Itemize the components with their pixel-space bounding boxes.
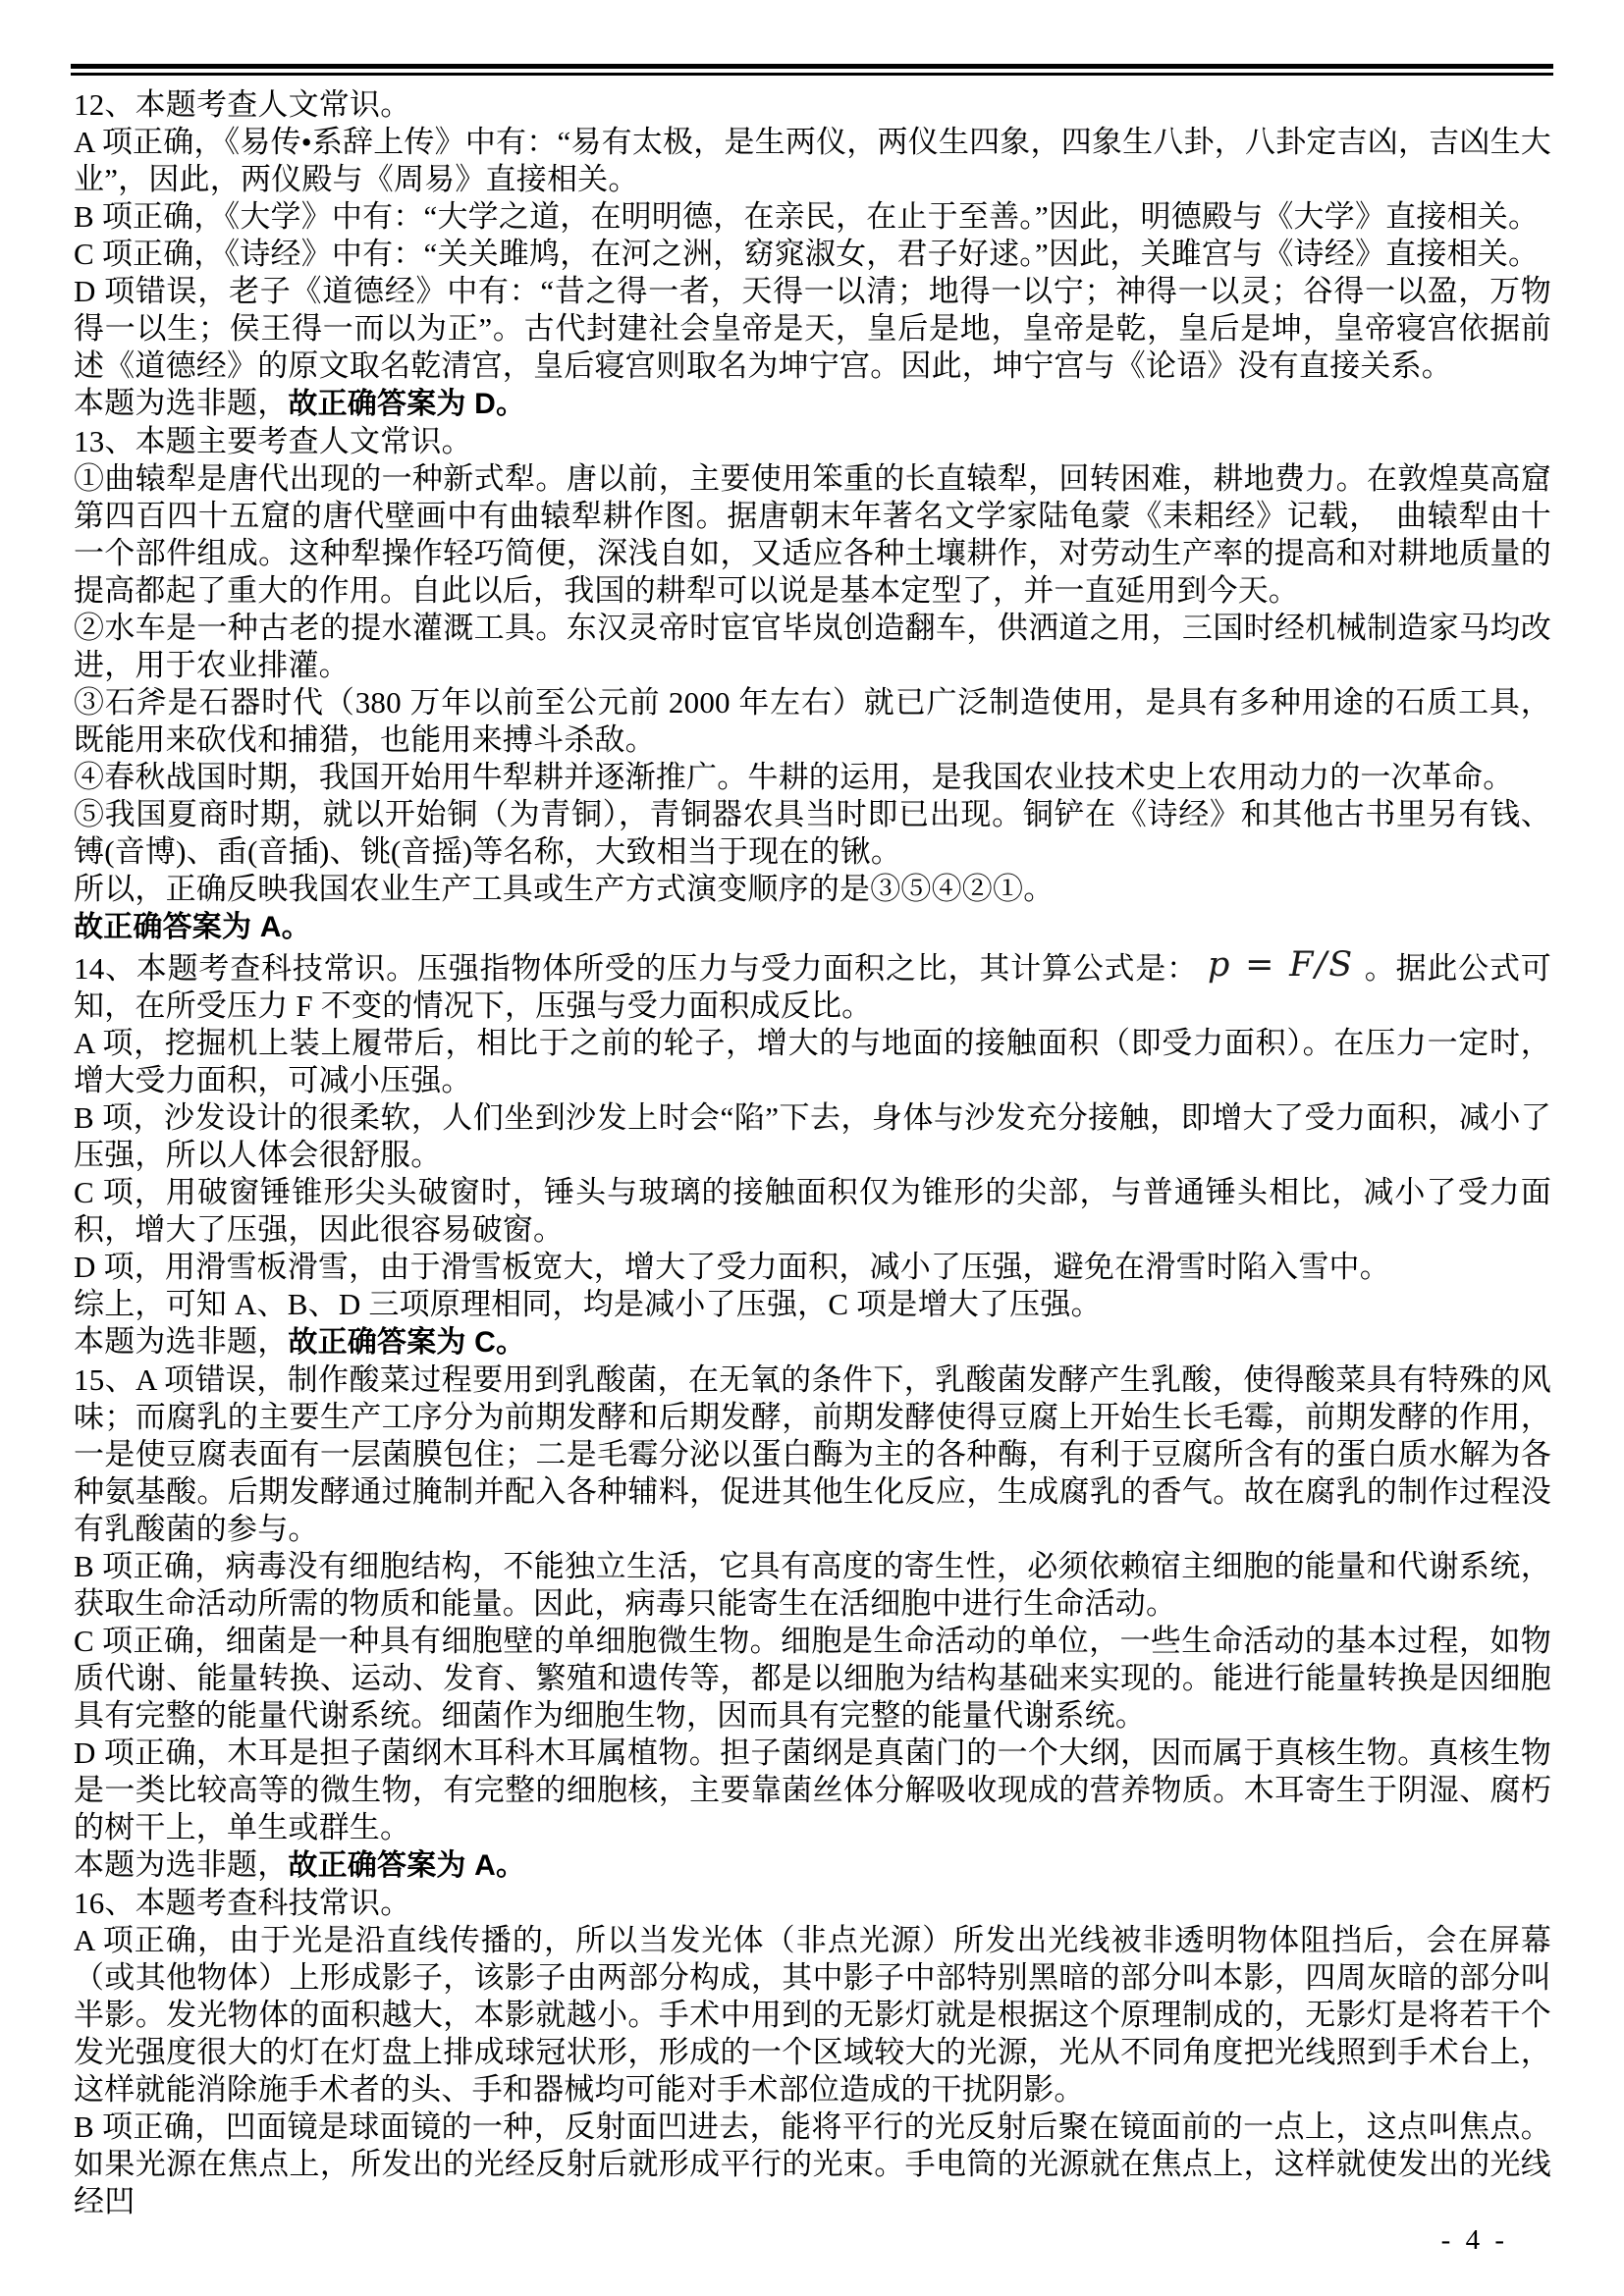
text-run: B 项正确，病毒没有细胞结构，不能独立生活，它具有高度的寄生性，必须依赖宿主细胞的能量和代谢系统，获取生命活动所需的物质和能量。因此，病毒只能寄生在活细胞中进行生命活动。 — [74, 1549, 1551, 1621]
text-run: 所以，正确反映我国农业生产工具或生产方式演变顺序的是③⑤④②①。 — [74, 872, 1055, 906]
paragraph-28 — [74, 1922, 1551, 2109]
text-run: C 项正确，《诗经》中有：“关关雎鸠，在河之洲，窈窕淑女，君子好逑。”因此，关雎宫与《诗经》直接相关。 — [74, 237, 1540, 271]
page-number: - 4 - — [1440, 2224, 1508, 2256]
text-run: A 项，挖掘机上装上履带后，相比于之前的轮子，增大的与地面的接触面积（即受力面积）。在压力一定时，增大受力面积，可减小压强。 — [74, 1026, 1551, 1097]
paragraph-4 — [74, 236, 1551, 273]
text-run: B 项正确，《大学》中有：“大学之道，在明明德，在亲民，在止于至善。”因此，明德殿与《大学》直接相关。 — [74, 199, 1540, 234]
paragraph-1 — [74, 86, 1551, 124]
paragraph-5 — [74, 273, 1551, 385]
bold-text-run: 故正确答案为 A。 — [288, 1849, 526, 1882]
bold-text-run: 故正确答案为 C。 — [288, 1326, 526, 1359]
text-run: 12、本题考查人文常识。 — [74, 87, 411, 122]
bold-text-run: 故正确答案为 D。 — [288, 388, 526, 420]
text-run: 本题为选非题， — [74, 1324, 289, 1359]
text-run: D 项错误，老子《道德经》中有：“昔之得一者，天得一以清；地得一以宁；神得一以灵；谷得一以盈，万物得一以生；侯王得一而以为正”。古代封建社会皇帝是天，皇后是地，皇帝是乾，皇后是坤，皇帝寝宫依据前述《道德经》的原文取名乾清宫，皇后寝宫则取名为坤宁宫。因此，坤宁宫与《论语》没有直接关系。 — [74, 274, 1551, 383]
text-run: 本题为选非题， — [74, 386, 289, 420]
formula-text-run: p = F/S — [1207, 945, 1355, 985]
text-run: C 项正确，细菌是一种具有细胞壁的单细胞微生物。细胞是生命活动的单位，一些生命活动的基本过程，如物质代谢、能量转换、运动、发育、繁殖和遗传等，都是以细胞为结构基础来实现的。能进行能量转换是因细胞具有完整的能量代谢系统。细菌作为细胞生物，因而具有完整的能量代谢系统。 — [74, 1624, 1551, 1733]
paragraph-22 — [74, 1362, 1551, 1548]
text-run: 本题为选非题， — [74, 1847, 289, 1882]
text-run: ⑤我国夏商时期，就以开始铜（为青铜），青铜器农具当时即已出现。铜铲在《诗经》和其他古书里另有钱、镈(音博)、臿(音插)、铫(音摇)等名称，大致相当于现在的锹。 — [74, 797, 1551, 869]
text-run: 综上，可知 A、B、D 三项原理相同，均是减小了压强，C 项是增大了压强。 — [74, 1287, 1102, 1321]
header-border-thin-line — [71, 73, 1553, 76]
paragraph-9 — [74, 610, 1551, 684]
paragraph-10 — [74, 684, 1551, 759]
paragraph-20 — [74, 1286, 1551, 1323]
text-run: 16、本题考查科技常识。 — [74, 1886, 411, 1920]
paragraph-17 — [74, 1099, 1551, 1174]
text-run: C 项，用破窗锤锥形尖头破窗时，锤头与玻璃的接触面积仅为锥形的尖部，与普通锤头相比，减小了受力面积，增大了压强，因此很容易破窗。 — [74, 1175, 1551, 1247]
paragraph-12 — [74, 796, 1551, 871]
paragraph-21 — [74, 1323, 1551, 1362]
text-run: ①曲辕犁是唐代出现的一种新式犁。唐以前，主要使用笨重的长直辕犁，回转困难，耕地费力。在敦煌莫高窟第四百四十五窟的唐代壁画中有曲辕犁耕作图。据唐朝末年著名文学家陆龟蒙《耒耜经》记载， 曲辕犁由十一个部件组成。这种犁操作轻巧简便，深浅自如，又适应各种土壤耕作，对劳动生产率的提高和对耕地质量的提高都起了重大的作用。自此以后，我国的耕犁可以说是基本定型了，并一直延用到今天。 — [74, 461, 1551, 608]
paragraph-3 — [74, 198, 1551, 236]
paragraph-11 — [74, 759, 1551, 796]
paragraph-2 — [74, 124, 1551, 198]
document-body — [74, 86, 1551, 2220]
text-run: 14、本题考查科技常识。压强指物体所受的压力与受力面积之比，其计算公式是： — [74, 951, 1198, 986]
paragraph-13 — [74, 871, 1551, 908]
bold-text-run: 故正确答案为 A。 — [74, 911, 311, 943]
text-run: D 项正确，木耳是担子菌纲木耳科木耳属植物。担子菌纲是真菌门的一个大纲，因而属于真核生物。真核生物是一类比较高等的微生物，有完整的细胞核，主要靠菌丝体分解吸收现成的营养物质。木耳寄生于阴湿、腐朽的树干上，单生或群生。 — [74, 1735, 1551, 1844]
text-run: ②水车是一种古老的提水灌溉工具。东汉灵帝时宦官毕岚创造翻车，供洒道之用，三国时经机械制造家马均改进，用于农业排灌。 — [74, 611, 1551, 682]
text-run: A 项正确，《易传•系辞上传》中有：“易有太极，是生两仪，两仪生四象，四象生八卦，八卦定吉凶，吉凶生大业”，因此，两仪殿与《周易》直接相关。 — [74, 125, 1551, 196]
paragraph-14 — [74, 908, 1551, 946]
paragraph-25 — [74, 1735, 1551, 1846]
paragraph-19 — [74, 1249, 1551, 1286]
paragraph-23 — [74, 1548, 1551, 1623]
paragraph-7 — [74, 423, 1551, 460]
text-run: B 项，沙发设计的很柔软，人们坐到沙发上时会“陷”下去，身体与沙发充分接触，即增大了受力面积，减小了压强，所以人体会很舒服。 — [74, 1100, 1551, 1172]
text-run: ④春秋战国时期，我国开始用牛犁耕并逐渐推广。牛耕的运用，是我国农业技术史上农用动力的一次革命。 — [74, 760, 1514, 794]
text-run: 15、A 项错误，制作酸菜过程要用到乳酸菌，在无氧的条件下，乳酸菌发酵产生乳酸，使得酸菜具有特殊的风味；而腐乳的主要生产工序分为前期发酵和后期发酵，前期发酵使得豆腐上开始生长毛霉，前期发酵的作用，一是使豆腐表面有一层菌膜包住；二是毛霉分泌以蛋白酶为主的各种酶，有利于豆腐所含有的蛋白质水解为各种氨基酸。后期发酵通过腌制并配入各种辅料，促进其他生化反应，生成腐乳的香气。故在腐乳的制作过程没有乳酸菌的参与。 — [74, 1362, 1551, 1546]
paragraph-27 — [74, 1885, 1551, 1922]
paragraph-18 — [74, 1174, 1551, 1249]
paragraph-24 — [74, 1623, 1551, 1735]
text-run: ③石斧是石器时代（380 万年以前至公元前 2000 年左右）就已广泛制造使用，是具有多种用途的石质工具，既能用来砍伐和捕猎，也能用来搏斗杀敌。 — [74, 685, 1551, 757]
paragraph-6 — [74, 385, 1551, 423]
paragraph-16 — [74, 1025, 1551, 1099]
text-run: A 项正确，由于光是沿直线传播的，所以当发光体（非点光源）所发出光线被非透明物体阻挡后，会在屏幕（或其他物体）上形成影子，该影子由两部分构成，其中影子中部特别黑暗的部分叫本影，四周灰暗的部分叫半影。发光物体的面积越大，本影就越小。手术中用到的无影灯就是根据这个原理制成的，无影灯是将若干个发光强度很大的灯在灯盘上排成球冠状形，形成的一个区域较大的光源，光从不同角度把光线照到手术台上，这样就能消除施手术者的头、手和器械均可能对手术部位造成的干扰阴影。 — [74, 1923, 1551, 2107]
text-run: 。据此公式可知，在所受压力 F 不变的情况下，压强与受力面积成反比。 — [74, 951, 1551, 1023]
text-run: B 项正确，凹面镜是球面镜的一种，反射面凹进去，能将平行的光反射后聚在镜面前的一点上，这点叫焦点。如果光源在焦点上，所发出的光经反射后就形成平行的光束。手电筒的光源就在焦点上，这样就使发出的光线经凹 — [74, 2109, 1551, 2218]
text-run: 13、本题主要考查人文常识。 — [74, 424, 472, 458]
paragraph-8 — [74, 460, 1551, 610]
paragraph-26 — [74, 1846, 1551, 1885]
paragraph-15 — [74, 946, 1551, 1025]
paragraph-29 — [74, 2109, 1551, 2220]
header-border — [71, 64, 1553, 76]
text-run: D 项，用滑雪板滑雪，由于滑雪板宽大，增大了受力面积，减小了压强，避免在滑雪时陷入雪中。 — [74, 1250, 1390, 1284]
